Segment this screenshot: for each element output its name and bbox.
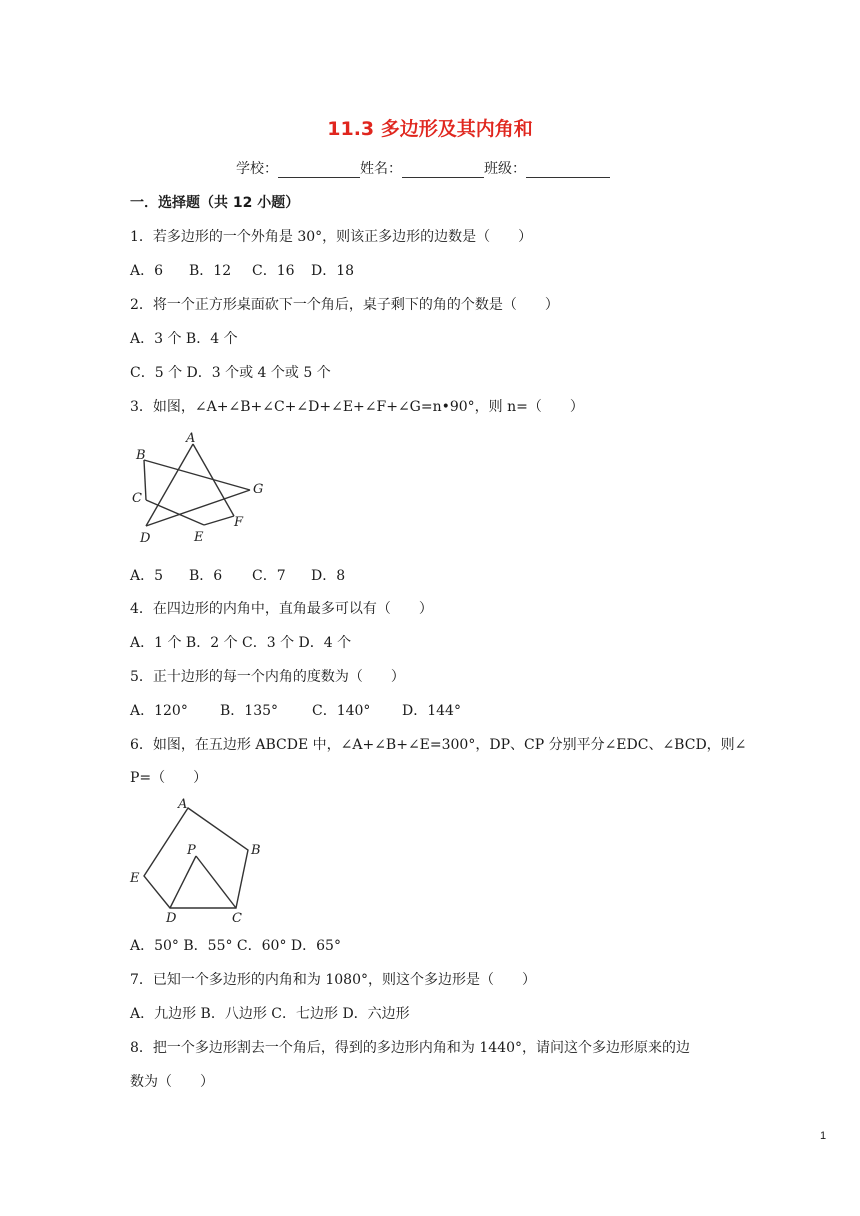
question-6-options: A．50° B．55° C．60° D．65° — [130, 938, 341, 954]
question-6-stem-line2: P=（ ） — [130, 770, 208, 786]
label-b: B — [251, 843, 261, 858]
page-title: 11.3 多边形及其内角和 — [327, 118, 533, 140]
option-a: A．120° — [130, 703, 188, 719]
question-7-stem: 7．已知一个多边形的内角和为 1080°，则这个多边形是（ ） — [130, 972, 536, 988]
question-2-options-line2: C．5 个 D．3 个或 4 个或 5 个 — [130, 365, 331, 381]
label-c: C — [132, 491, 142, 506]
question-2-options-line1: A．3 个 B．4 个 — [130, 331, 238, 347]
page-number: 1 — [820, 1130, 827, 1142]
question-1-options — [130, 260, 354, 280]
option-b: B．6 — [189, 568, 223, 584]
option-d: D．144° — [402, 703, 461, 719]
name-blank — [402, 163, 484, 178]
name-label: 姓名： — [360, 161, 402, 177]
question-3-stem: 3．如图，∠A+∠B+∠C+∠D+∠E+∠F+∠G=n•90°，则 n=（ ） — [130, 399, 584, 415]
option-b: B．135° — [220, 703, 279, 719]
class-label: 班级： — [484, 161, 526, 177]
question-6-stem-line1: 6．如图，在五边形 ABCDE 中，∠A+∠B+∠E=300°，DP、CP 分别平分∠EDC、∠BCD，则∠ — [130, 737, 747, 753]
label-e: E — [130, 871, 140, 886]
label-a: A — [186, 431, 196, 446]
question-8-stem-line2: 数为（ ） — [130, 1074, 214, 1090]
option-d: D．8 — [311, 568, 346, 584]
student-info-row — [236, 158, 610, 178]
label-p: P — [187, 843, 196, 858]
label-f: F — [234, 515, 244, 530]
school-label: 学校： — [236, 161, 278, 177]
label-c: C — [232, 911, 242, 922]
question-4-stem: 4．在四边形的内角中，直角最多可以有（ ） — [130, 601, 433, 617]
question-6-figure — [128, 794, 268, 922]
question-5-options — [130, 700, 461, 720]
question-3-figure — [128, 428, 273, 546]
option-a: A．5 — [130, 568, 164, 584]
option-b: B．12 — [189, 263, 232, 279]
option-a: A．6 — [130, 263, 164, 279]
question-3-options — [130, 565, 345, 585]
label-g: G — [253, 482, 264, 497]
segment-bg — [144, 460, 250, 490]
label-a: A — [178, 797, 188, 812]
segment-pc — [196, 856, 236, 908]
label-d: D — [166, 911, 177, 922]
question-4-options: A．1 个 B．2 个 C．3 个 D．4 个 — [130, 635, 352, 651]
school-blank — [278, 163, 360, 178]
segment-ef — [204, 516, 234, 525]
label-b: B — [136, 448, 146, 463]
question-7-options: A．九边形 B．八边形 C．七边形 D．六边形 — [130, 1006, 410, 1022]
segment-af — [193, 444, 234, 516]
section-heading: 一．选择题（共 12 小题） — [130, 195, 300, 211]
segment-ce — [146, 500, 204, 525]
label-e: E — [194, 530, 204, 545]
question-5-stem: 5．正十边形的每一个内角的度数为（ ） — [130, 669, 405, 685]
option-c: C．16 — [252, 263, 295, 279]
option-c: C．140° — [312, 703, 371, 719]
question-2-stem: 2．将一个正方形桌面砍下一个角后，桌子剩下的角的个数是（ ） — [130, 297, 559, 313]
segment-pd — [170, 856, 196, 908]
segment-ad — [146, 444, 193, 526]
label-d: D — [140, 531, 151, 546]
segment-bc — [144, 460, 146, 500]
option-c: C．7 — [252, 568, 286, 584]
pentagon-abcde — [144, 808, 248, 908]
option-d: D．18 — [311, 263, 355, 279]
question-1-stem: 1．若多边形的一个外角是 30°，则该正多边形的边数是（ ） — [130, 229, 533, 245]
question-8-stem-line1: 8．把一个多边形割去一个角后，得到的多边形内角和为 1440°，请问这个多边形原来的边 — [130, 1040, 690, 1056]
class-blank — [526, 163, 610, 178]
